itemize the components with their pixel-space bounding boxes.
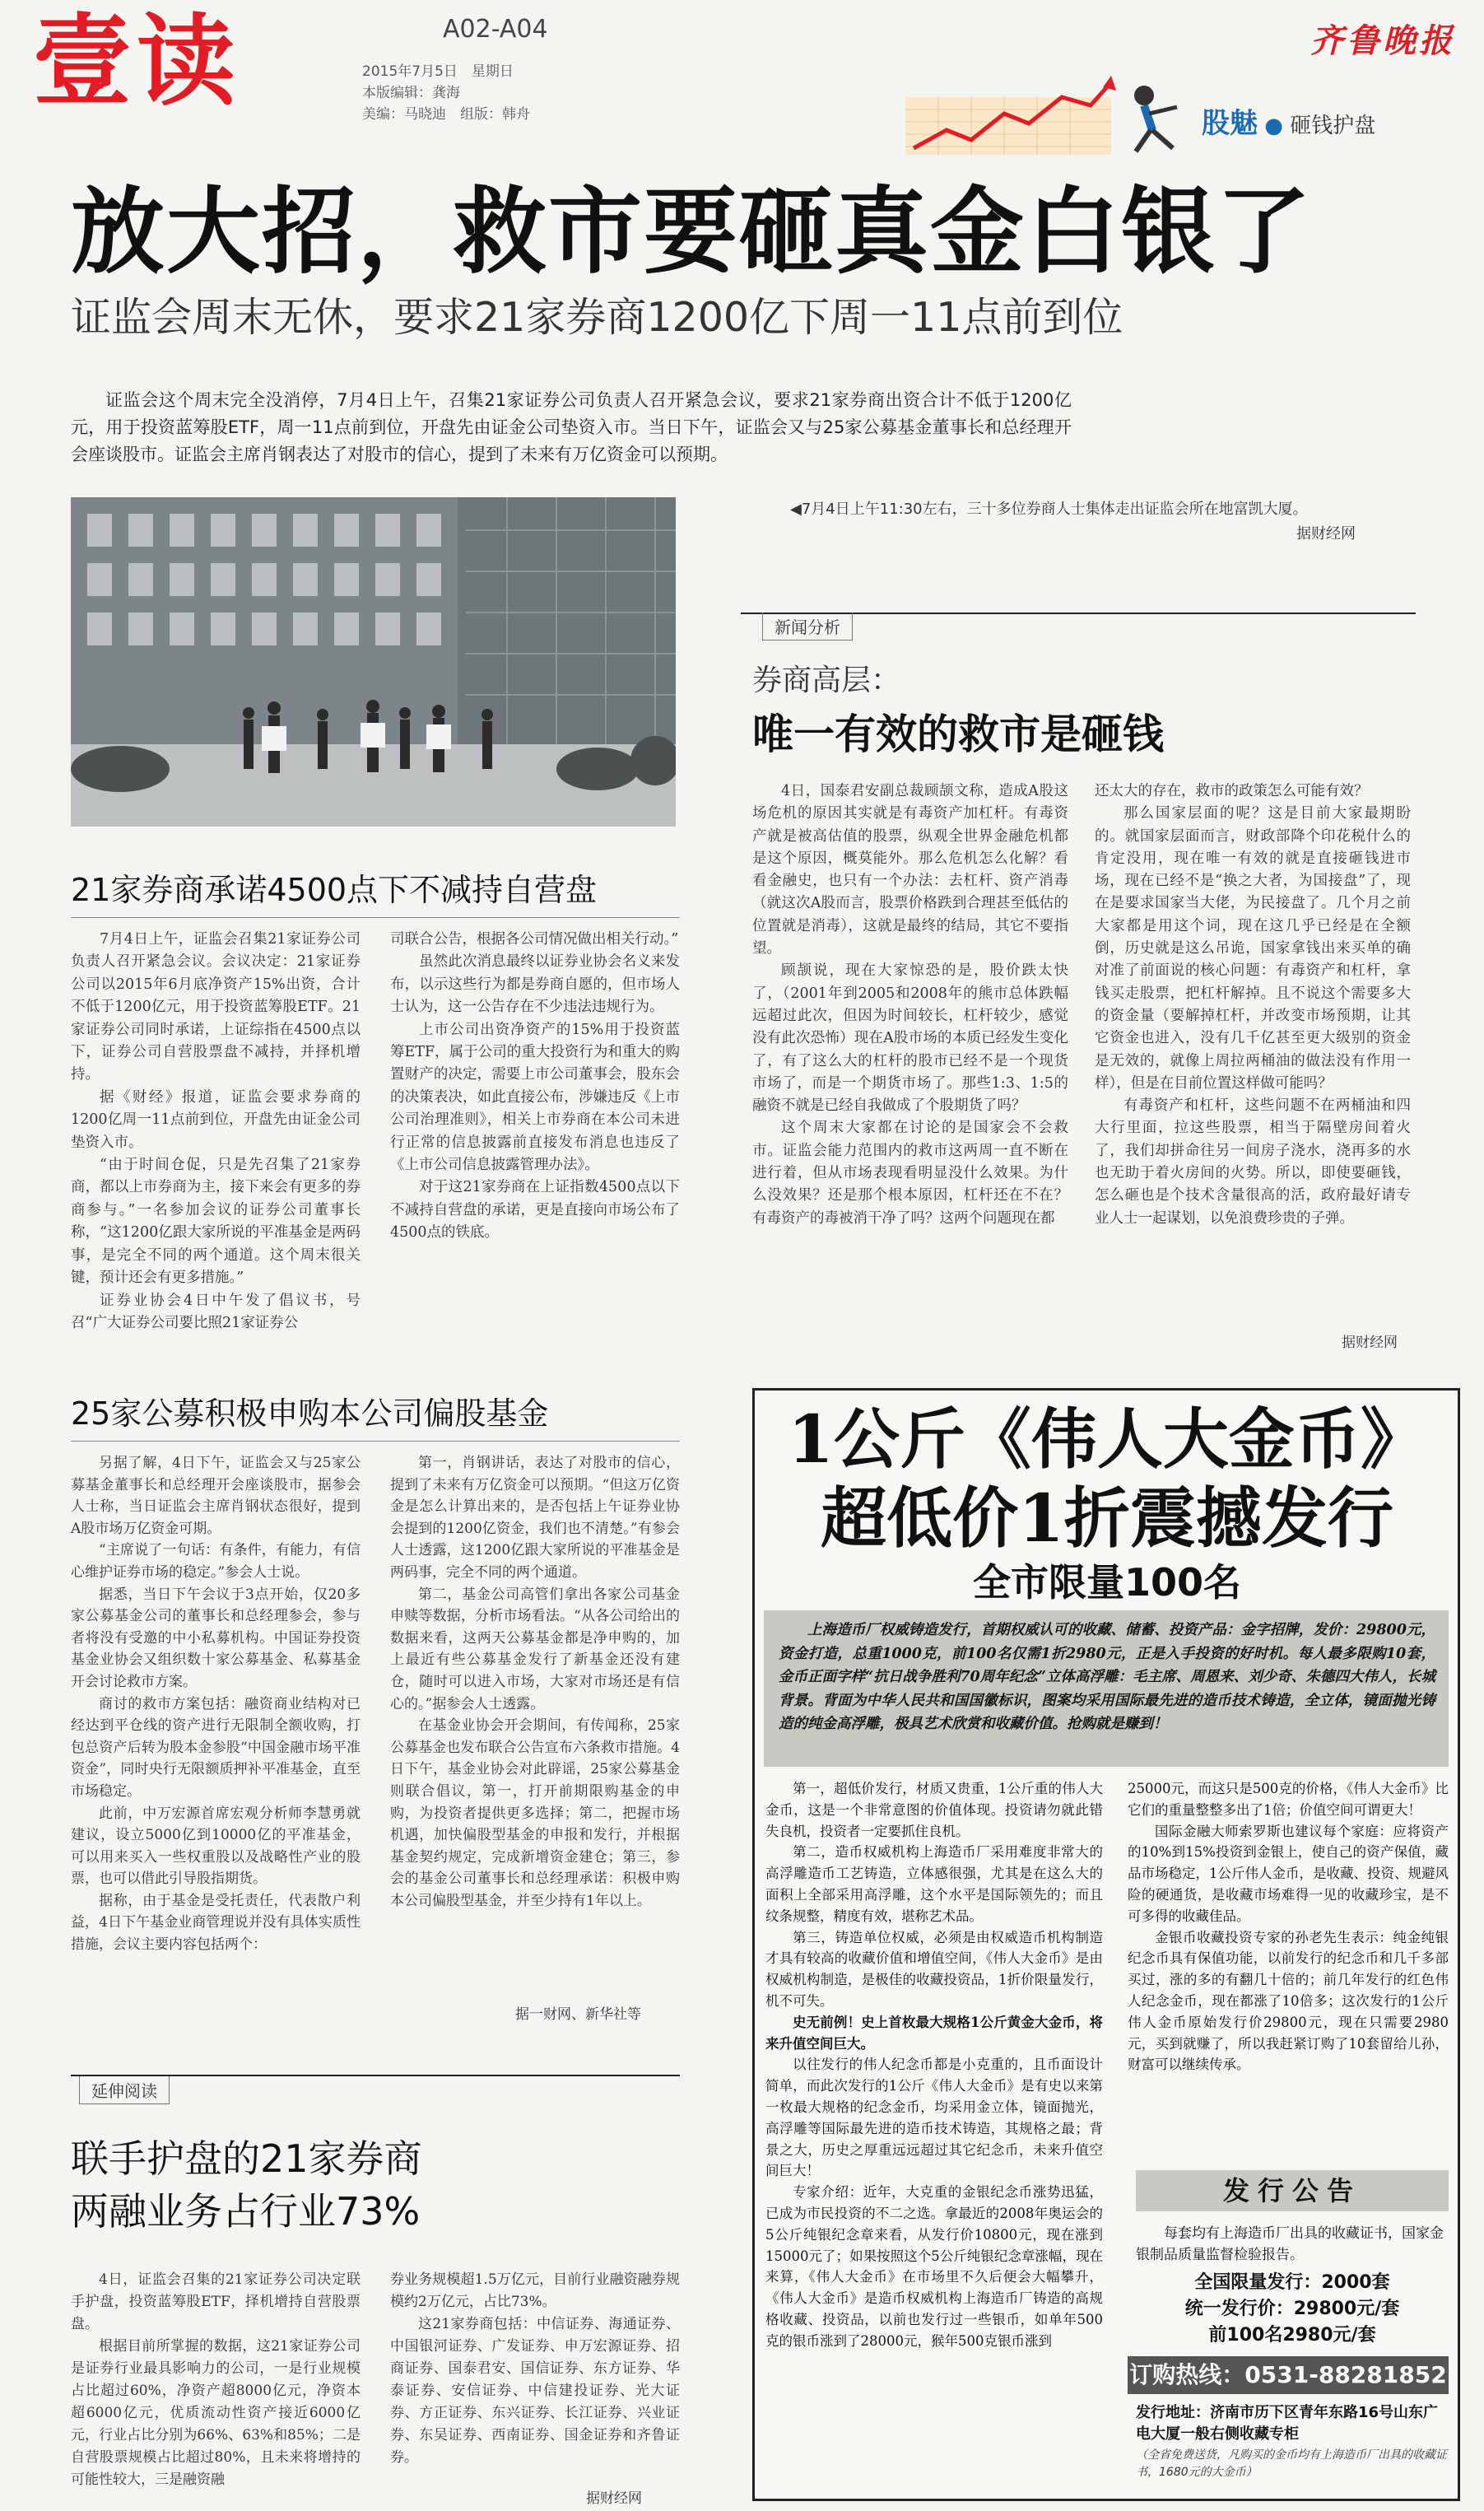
story1-c1-p1: 7月4日上午，证监会召集21家证券公司负责人召开紧急会议。会议决定：21家证券公司以2015年6月底净资产15%出资，合计不低于1200亿元，用于投资蓝筹股ETF。21家证券公司同时承诺，上证综指在4500点以下，证券公司自营股票盘不减持，并择机增持。 — [71, 931, 361, 1083]
ad-notice-title: 发行公告 — [1136, 2170, 1449, 2211]
section-logo: 壹读 — [33, 3, 240, 119]
story2-c1-p6: 据称，由于基金是受托责任，代表散户利益，4日下午基金业商管理说并没有具体实质性措施，会议主要内容包括两个： — [71, 1892, 361, 1954]
story2-c1-p3: 据悉，当日下午会议于3点开始，仅20多家公募基金公司的董事长和总经理参会，参与者将没有受邀的中小私募机构。中国证券投资基金业协会又组织数十家公募基金、私募基金开会讨论救市方案。 — [71, 1586, 361, 1690]
story1-c2-p1: 司联合公告，根据各公司情况做出相关行动。” — [390, 931, 679, 948]
ad-c2-p2: 国际金融大师索罗斯也建议每个家庭：应将资产的10%到15%投资到金银上，使自己的资产保值，藏品市场稳定，1公斤伟人金币，是收藏、投资、规避风险的硬通货，是收藏市场难得一见的收藏珍宝，是不可多得的收藏佳品。 — [1128, 1823, 1449, 1924]
story1-column-2 — [390, 929, 680, 1245]
story2-credit: 据一财网、新华社等 — [515, 2006, 641, 2023]
story3-headline-2: 两融业务占行业73% — [71, 2189, 421, 2234]
ad-column-1 — [765, 1778, 1103, 2352]
analysis-column-2 — [1095, 780, 1411, 1230]
ad-c1-p4: 史无前例！史上首枚最大规格1公斤黄金大金币，将来升值空间巨大。 — [765, 2014, 1103, 2052]
analysis-c1-p1: 4日，国泰君安副总裁顾颉文称，造成A股这场危机的原因其实就是有毒资产加杠杆。有毒资产就是被高估值的股票，纵观全世界金融危机都是这个原因，概莫能外。那么危机怎么化解？看看金融史，也只有一个办法：去杠杆、资产消毒（就这次A股而言，股票价格跌到合理甚至低估的位置就是消毒），这就是最终的结局，其它不要指望。 — [752, 783, 1068, 957]
analysis-headline: 唯一有效的救市是砸钱 — [752, 710, 1164, 758]
story2-c1-p2: “主席说了一句话：有条件，有能力，有信心维护证券市场的稳定。”参会人士说。 — [71, 1542, 361, 1581]
lead-subhead: 证监会周末无休，要求21家券商1200亿下周一11点前到位 — [71, 294, 1123, 341]
meta-editor: 本版编辑：龚海 — [362, 85, 460, 101]
ad-title-1: 1公斤《伟人大金币》 — [788, 1400, 1426, 1478]
ad-price: 统一发行价：29800元/套 — [1184, 2299, 1400, 2319]
story1-c2-p3: 上市公司出资净资产的15%用于投资蓝筹ETF，属于公司的重大投资行为和重大的购置财产的决定，需要上市公司董事会，股东会的决策表决，如此直接公布，涉嫌违反《上市公司治理准则》，相关上市券商在本公司未进行正常的信息披露前直接发布消息也违反了《上市公司信息披露管理办法》。 — [390, 1021, 680, 1174]
story3-credit: 据财经网 — [586, 2490, 642, 2507]
story3-c2-p2: 这21家券商包括：中信证券、海通证券、中国银河证券、广发证券、申万宏源证券、招商证券、国泰君安、国信证券、东方证券、华泰证券、安信证券、中信建投证券、光大证券、方正证券、东兴证券、长江证券、兴业证券、东吴证券、西南证券、国金证券和齐鲁证券。 — [390, 2316, 680, 2466]
ad-c1-p2: 第二，造币权威机构上海造币厂采用难度非常大的高浮雕造币工艺铸造，立体感很强，尤其是在这么大的面积上全部采用高浮雕，这个水平是国际领先的；而且纹条规整，精度有效，堪称艺术品。 — [765, 1844, 1103, 1924]
column-dot: ● — [1258, 114, 1291, 138]
ad-c2-p3: 金银币收藏投资专家的孙老先生表示：纯金纯银纪念币具有保值功能，以前发行的纪念币和几千多部买过，涨的多的有翻几十倍的；前几年发行的红色伟人纪念金币，现在都涨了10倍多；这次发行的1公斤伟人金币原始发行价29800元，现在只需要2980元，买到就赚了，所以我赶紧订购了10套留给儿孙，财富可以继续传承。 — [1128, 1929, 1449, 2073]
analysis-c1-p2: 顾颉说，现在大家惊恐的是，股价跌太快了，（2001年到2005和2008年的熊市总体跌幅远超过此次，但因为时间较长，杠杆较少，感觉没有此次恐怖）现在A股市场的本质已经发生变化了，有了这么大的杠杆的股市已经不是一个现货市场了，而是一个期货市场了。那些1:3、1:5的融资不就是已经自我做成了个股期货了吗？ — [752, 962, 1068, 1115]
ad-note: （全省免费送货，凡购买的金币均有上海造币厂出具的收藏证书，1680元的大金币） — [1136, 2448, 1447, 2479]
analysis-c2-p3: 有毒资产和杠杆，这些问题不在两桶油和四大行里面，拉这些股票，相当于隔壁房间着火了，我们却拼命往另一间房子浇水，浇再多的水也无助于着火房间的火势。所以，即使要砸钱，怎么砸也是个技术含量很高的活，政府最好请专业人士一起谋划，以免浪费珍贵的子弹。 — [1095, 1097, 1411, 1227]
photo-scene — [71, 497, 676, 827]
column-title-group — [1202, 100, 1375, 141]
ad-c2-p1: 25000元，而这只是500克的价格，《伟人大金币》比它们的重量整整多出了1倍；价值空间可谓更大！ — [1128, 1781, 1449, 1818]
column-banner — [905, 72, 1440, 155]
story3-headline-1: 联手护盘的21家券商 — [71, 2136, 422, 2181]
story2-c1-p5: 此前，中万宏源首席宏观分析师李慧勇就建议，设立5000亿到10000亿的平准基金，可以用来买入一些权重股以及战略性产业的股票，也可以借此引导股指期货。 — [71, 1805, 361, 1888]
ad-c1-p5: 以往发行的伟人纪念币都是小克重的，且币面设计简单，而此次发行的1公斤《伟人大金币》是有史以来第一枚最大规格的纪念金币，均采用金立体，镜面抛光，高浮雕等国际最先进的造币技术铸造，其规格之最；背景之大，历史之厚重远远超过其它纪念币，未来升值空间巨大！ — [765, 2057, 1103, 2179]
story2-headline: 25家公募积极申购本公司偏股基金 — [71, 1395, 549, 1432]
ad-intro: 上海造币厂权威铸造发行，首期权威认可的收藏、储蓄、投资产品：金字招牌，发价：29800元，资金打造，总重1000克，前100名仅需1折2980元，正是入手投资的好时机。每人最多限购10套，金币正面字样“抗日战争胜利70周年纪念”立体高浮雕：毛主席、周恩来、刘少奇、朱德四大伟人，长城背景。背面为中华人民共和国国徽标识，图案均采用国际最先进的造币技术铸造，全立体，镜面抛光铸造的纯金高浮雕，极具艺术欣赏和收藏价值。抢购就是赚到！ — [779, 1622, 1435, 1732]
ad-notice-body: 每套均有上海造币厂出具的收藏证书，国家金银制品质量监督检验报告。 — [1136, 2225, 1444, 2263]
ad-promo: 前100名2980元/套 — [1208, 2325, 1376, 2346]
page-range: A02-A04 — [443, 15, 548, 44]
ad-subtitle: 全市限量100名 — [972, 1560, 1242, 1605]
analysis-c1-p3: 这个周末大家都在讨论的是国家会不会救市。证监会能力范围内的救市这两周一直不断在进行着，但从市场表现看明显没什么效果。为什么没效果？还是那个根本原因，杠杆还在不在？有毒资产的毒被消干净了吗？这两个问题现在都 — [752, 1120, 1068, 1227]
analysis-kicker: 券商高层： — [752, 664, 901, 697]
analysis-c2-p1: 还太大的存在，救市的政策怎么可能有效？ — [1095, 783, 1369, 799]
meta-design: 美编：马晓迪 组版：韩舟 — [362, 106, 530, 123]
ad-c1-p1: 第一，超低价发行，材质又贵重，1公斤重的伟人大金币，这是一个非常意图的价值体现。投资请勿就此错失良机，投资者一定要抓住良机。 — [765, 1781, 1103, 1839]
story3-label: 延伸阅读 — [79, 2076, 170, 2104]
ad-title-2: 超低价1折震撼发行 — [821, 1479, 1393, 1557]
story2-column-2 — [390, 1452, 680, 1912]
lead-intro: 证监会这个周末完全没消停，7月4日上午，召集21家证券公司负责人召开紧急会议，要求21家券商出资合计不低于1200亿元，用于投资蓝筹股ETF，周一11点前到位，开盘先由证金公司垫资入市。当日下午，证监会又与25家公募基金董事长和总经理开会座谈股市。证监会主席肖钢表达了对股市的信心，提到了未来有万亿资金可以预期。 — [71, 390, 1072, 464]
story1-c1-p3: “由于时间仓促，只是先召集了21家券商，都以上市券商为主，接下来会有更多的券商参与。”一名参加会议的证券公司董事长称，“这1200亿跟大家所说的平准基金是两码事，是完全不同的两个通道。这个周末很关键，预计还会有更多措施。” — [71, 1157, 361, 1287]
ad-address: 发行地址：济南市历下区青年东路16号山东广电大厦一般右侧收藏专柜 — [1136, 2404, 1439, 2443]
ad-column-2 — [1128, 1778, 1449, 2075]
ad-c1-p6: 专家介绍：近年，大克重的金银纪念币涨势迅猛，已成为市民投资的不二之选。拿最近的2008年奥运会的5公斤纯银纪念章来看，从发行价10800元，现在涨到15000元了；如果按照这个5公斤纯银纪念章涨幅，现在来算，《伟人大金币》在市场里不久后便会大幅攀升，《伟人大金币》是造币权威机构上海造币厂铸造的高规格收藏、投资品，以前也发行过一些银币，如单年500克的银币涨到了28000元，猴年500克银币涨到 — [765, 2184, 1103, 2349]
story3-c2-p1: 券业务规模超1.5万亿元，目前行业融资融券规模约2万亿元，占比73%。 — [390, 2271, 680, 2310]
photo-caption: ◀7月4日上午11:30左右，三十多位券商人士集体走出证监会所在地富凯大厦。 — [790, 501, 1308, 518]
story2-c1-p1: 另据了解，4日下午，证监会又与25家公募基金董事长和总经理开会座谈股市，据参会人士称，当日证监会主席肖钢状态很好，提到A股市场万亿资金可期。 — [71, 1455, 361, 1537]
column-subtitle: 砸钱护盘 — [1290, 114, 1376, 138]
news-photo — [71, 497, 676, 827]
analysis-credit: 据财经网 — [1342, 1335, 1398, 1351]
meta-date: 2015年7月5日 星期日 — [362, 63, 514, 80]
analysis-label: 新闻分析 — [762, 613, 853, 641]
story1-c2-p2: 虽然此次消息最终以证券业协会名义来发布，以示这些行为都是券商自愿的，但市场人士认为，这一公告存在不少违法违规行为。 — [390, 953, 680, 1016]
story2-c2-p1: 第一，肖钢讲话，表达了对股市的信心，提到了未来有万亿资金可以预期。“但这万亿资金是怎么计算出来的，是否包括上午证券业协会提到的1200亿资金，我们也不清楚。”有参会人士透露，这1200亿跟大家所说的平准基金是两码事，完全不同的两个通道。 — [390, 1455, 680, 1581]
column-title: 股魅 — [1202, 107, 1258, 140]
analysis-c2-p2: 那么国家层面的呢？这是目前大家最期盼的。就国家层面而言，财政部降个印花税什么的肯定没用，现在唯一有效的就是直接砸钱进市场，现在已经不是“换之大者，为国接盘”了，现在是要求国家当大佬，为民接盘了。几个月之前大家都是用这个词，现在这几乎已经是在全额倒，历史就是这么吊诡，国家拿钱出来买单的确对准了前面说的核心问题：有毒资产和杠杆，拿钱买走股票，把杠杆解掉。且不说这个需要多大的资金量（要解掉杠杆，并改变市场预期，让其它资金也进入，没有几千亿甚至更大级别的资金是无效的，就像上周拉两桶油的做法没有作用一样），但是在目前位置这样做可能吗？ — [1095, 805, 1411, 1092]
story2-c2-p2: 第二，基金公司高管们拿出各家公司基金申赎等数据，分析市场看法。“从各公司给出的数据来看，这两天公募基金都是净申购的，加上最近有些公募基金发行了新基金还没有建仓，随时可以进入市场，大家对市场还是有信心的。”据参会人士透露。 — [390, 1586, 680, 1712]
lead-headline: 放大招，救市要砸真金白银了 — [71, 177, 1313, 287]
story1-headline: 21家券商承诺4500点下不减持自营盘 — [71, 872, 598, 908]
story3-c1-p1: 4日，证监会召集的21家证券公司决定联手护盘，投资蓝筹股ETF，择机增持自营股票盘。 — [71, 2271, 361, 2332]
story2-rule — [71, 1441, 680, 1442]
ad-hotline[interactable]: 订购热线：0531-88281852 — [1128, 2356, 1449, 2394]
photo-credit: 据财经网 — [1296, 525, 1356, 543]
story2-c2-p3: 在基金业协会开会期间，有传闻称，25家公募基金也发布联合公告宣布六条救市措施。4日下午，基金业协会对此辟谣，25家公募基金则联合倡议，第一，打开前期限购基金的申购，为投资者提供更多选择；第二，把握市场机遇，加快偏股型基金的申报和发行，并根据基金契约规定，完成新增资金建仓；第三，参会的基金公司董事长和总经理承诺：积极申购本公司偏股型基金，并至少持有1年以上。 — [390, 1717, 680, 1909]
edition-meta — [362, 61, 609, 125]
paper-logo: 齐鲁晚报 — [1310, 21, 1455, 60]
story3-c1-p2: 根据目前所掌握的数据，这21家证券公司是证券行业最具影响力的公司，一是行业规模占比超过60%，净资产超8000亿元，净资本超6000亿元，优质流动性资产接近6000亿元，行业占比分别为66%、63%和85%；二是自营股票规模占比超过80%，且未来将增持的可能性较大，三是融资融 — [71, 2338, 361, 2488]
story1-c1-p4: 证券业协会4日中午发了倡议书，号召“广大证券公司要比照21家证券公 — [71, 1292, 361, 1331]
story1-column-1 — [71, 929, 361, 1335]
story3-column-1 — [71, 2269, 361, 2491]
story1-c1-p2: 据《财经》报道，证监会要求券商的1200亿周一11点前到位，开盘先由证金公司垫资入市。 — [71, 1088, 361, 1151]
story1-rule — [71, 917, 680, 918]
story1-c2-p4: 对于这21家券商在上证指数4500点以下不减持自营盘的承诺，更是直接向市场公布了4500点的铁底。 — [390, 1179, 680, 1242]
analysis-column-1 — [752, 780, 1068, 1230]
rising-chart-illustration — [905, 72, 1202, 155]
ad-total: 全国限量发行：2000套 — [1194, 2272, 1390, 2293]
story3-column-2 — [390, 2269, 680, 2469]
story2-column-1 — [71, 1452, 361, 1956]
ad-c1-p3: 第三，铸造单位权威，必须是由权威造币机构制造才具有较高的收藏价值和增值空间，《伟人大金币》是由权威机构制造，是极佳的收藏投资品，1折价限量发行，机不可失。 — [765, 1929, 1103, 2009]
story2-c1-p4: 商讨的救市方案包括：融资商业结构对已经达到平仓线的资产进行无限制全额收购，打包总资产后转为股本金参股“中国金融市场平准资金”，同时央行无限额质押补平准基金，直至市场稳定。 — [71, 1695, 361, 1800]
